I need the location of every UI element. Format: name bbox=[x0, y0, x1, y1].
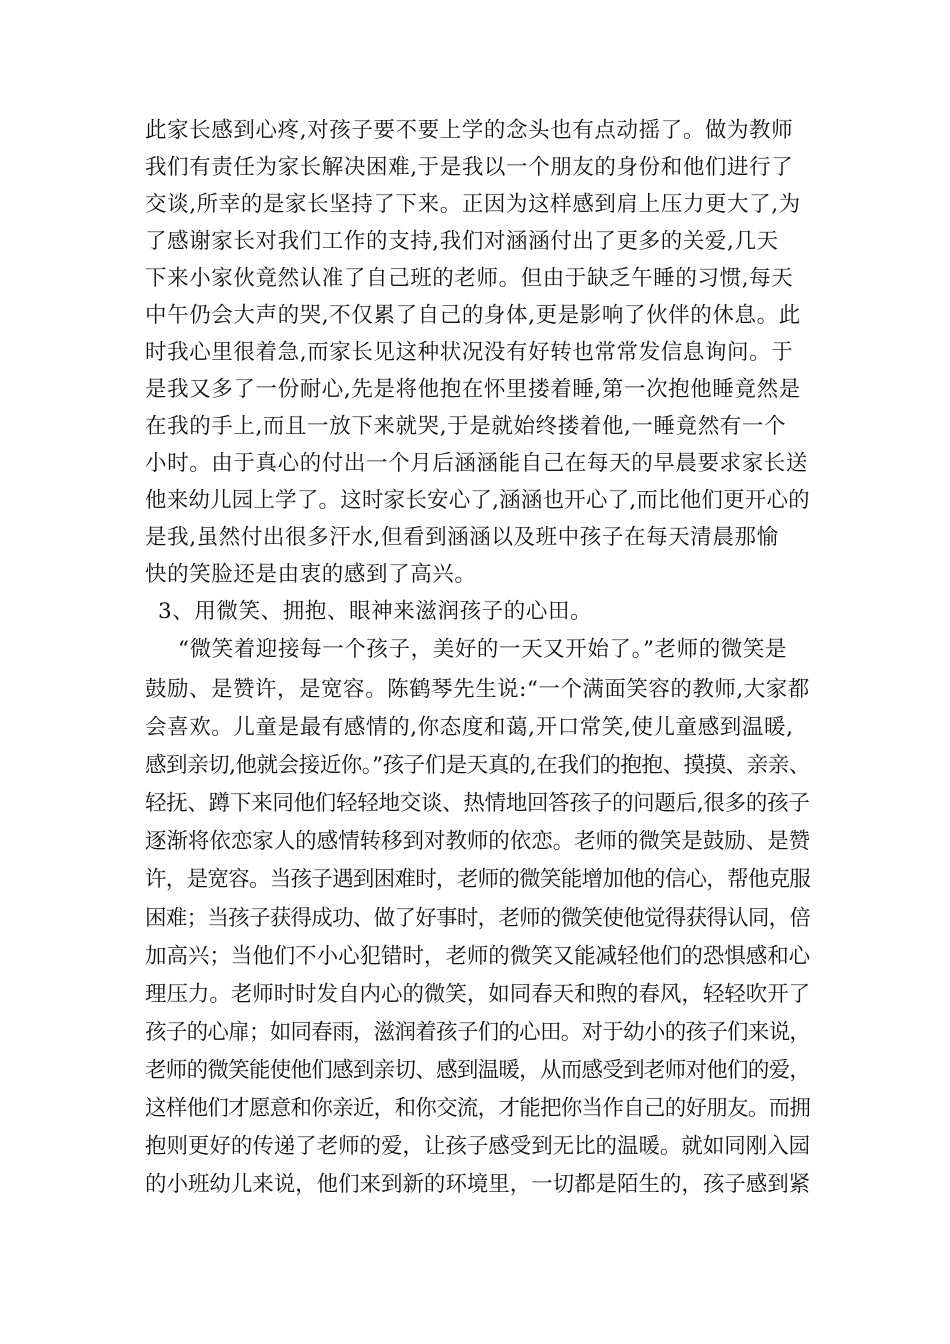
text-line: 抱则更好的传递了老师的爱，让孩子感受到无比的温暖。就如同刚入园 bbox=[145, 1134, 811, 1159]
text-line: 是我,虽然付出很多汗水,但看到涵涵以及班中孩子在每天清晨那愉 bbox=[145, 525, 779, 550]
text-line: 这样他们才愿意和你亲近，和你交流，才能把你当作自己的好朋友。而拥 bbox=[145, 1096, 811, 1121]
text-line: 下来小家伙竟然认准了自己班的老师。但由于缺乏午睡的习惯,每天 bbox=[145, 266, 794, 291]
text-line: 鼓励、是赞许，是宽容。陈鹤琴先生说:“一个满面笑容的教师,大家都 bbox=[145, 677, 810, 702]
text-line: 轻抚、蹲下来同他们轻轻地交谈、热情地回答孩子的问题后,很多的孩子 bbox=[145, 791, 810, 816]
text-line: 逐渐将依恋家人的感情转移到对教师的依恋。老师的微笑是鼓励、是赞 bbox=[145, 829, 811, 854]
text-line: 小时。由于真心的付出一个月后涵涵能自己在每天的早晨要求家长送 bbox=[145, 451, 809, 476]
text-line: 孩子的心扉；如同春雨，滋润着孩子们的心田。对于幼小的孩子们来说， bbox=[145, 1020, 811, 1045]
text-line: 快的笑脸还是由衷的感到了高兴。 bbox=[145, 562, 477, 587]
text-line: 老师的微笑能使他们感到亲切、感到温暖，从而感受到老师对他们的爱， bbox=[145, 1058, 811, 1083]
text-line: 许，是宽容。当孩子遇到困难时，老师的微笑能增加他的信心，帮他克服 bbox=[145, 867, 811, 892]
text-line: 会喜欢。儿童是最有感情的,你态度和蔼,开口常笑,使儿童感到温暖, bbox=[145, 715, 794, 740]
text-line: 时我心里很着急,而家长见这种状况没有好转也常常发信息询问。于 bbox=[145, 340, 794, 365]
text-line: 在我的手上,而且一放下来就哭,于是就始终搂着他,一睡竟然有一个 bbox=[145, 414, 787, 439]
section-heading: 3、用微笑、拥抱、眼神来滋润孩子的心田。 bbox=[158, 599, 593, 624]
text-line: 是我又多了一份耐心,先是将他抱在怀里搂着睡,第一次抱他睡竟然是 bbox=[145, 377, 801, 402]
text-line: 他来幼儿园上学了。这时家长安心了,涵涵也开心了,而比他们更开心的 bbox=[145, 488, 810, 513]
text-line: 困难；当孩子获得成功、做了好事时，老师的微笑使他觉得获得认同，倍 bbox=[145, 906, 811, 931]
text-line: 了感谢家长对我们工作的支持,我们对涵涵付出了更多的关爱,几天 bbox=[145, 229, 779, 254]
text-line: 交谈,所幸的是家长坚持了下来。正因为这样感到肩上压力更大了,为 bbox=[145, 192, 801, 217]
text-line: 此家长感到心疼,对孩子要不要上学的念头也有点动摇了。做为教师 bbox=[145, 118, 794, 143]
text-line: “微笑着迎接每一个孩子，美好的一天又开始了。”老师的微笑是 bbox=[178, 637, 788, 662]
text-line: 我们有责任为家长解决困难,于是我以一个朋友的身份和他们进行了 bbox=[145, 155, 794, 180]
text-line: 加高兴；当他们不小心犯错时，老师的微笑又能减轻他们的恐惧感和心 bbox=[145, 944, 811, 969]
text-line: 的小班幼儿来说，他们来到新的环境里，一切都是陌生的，孩子感到紧 bbox=[145, 1172, 811, 1197]
text-line: 感到亲切,他就会接近你。”孩子们是天真的,在我们的抱抱、摸摸、亲亲、 bbox=[145, 753, 810, 778]
text-line: 中午仍会大声的哭,不仅累了自己的身体,更是影响了伙伴的休息。此 bbox=[145, 303, 801, 328]
text-line: 理压力。老师时时发自内心的微笑，如同春天和煦的春风，轻轻吹开了 bbox=[145, 982, 811, 1007]
